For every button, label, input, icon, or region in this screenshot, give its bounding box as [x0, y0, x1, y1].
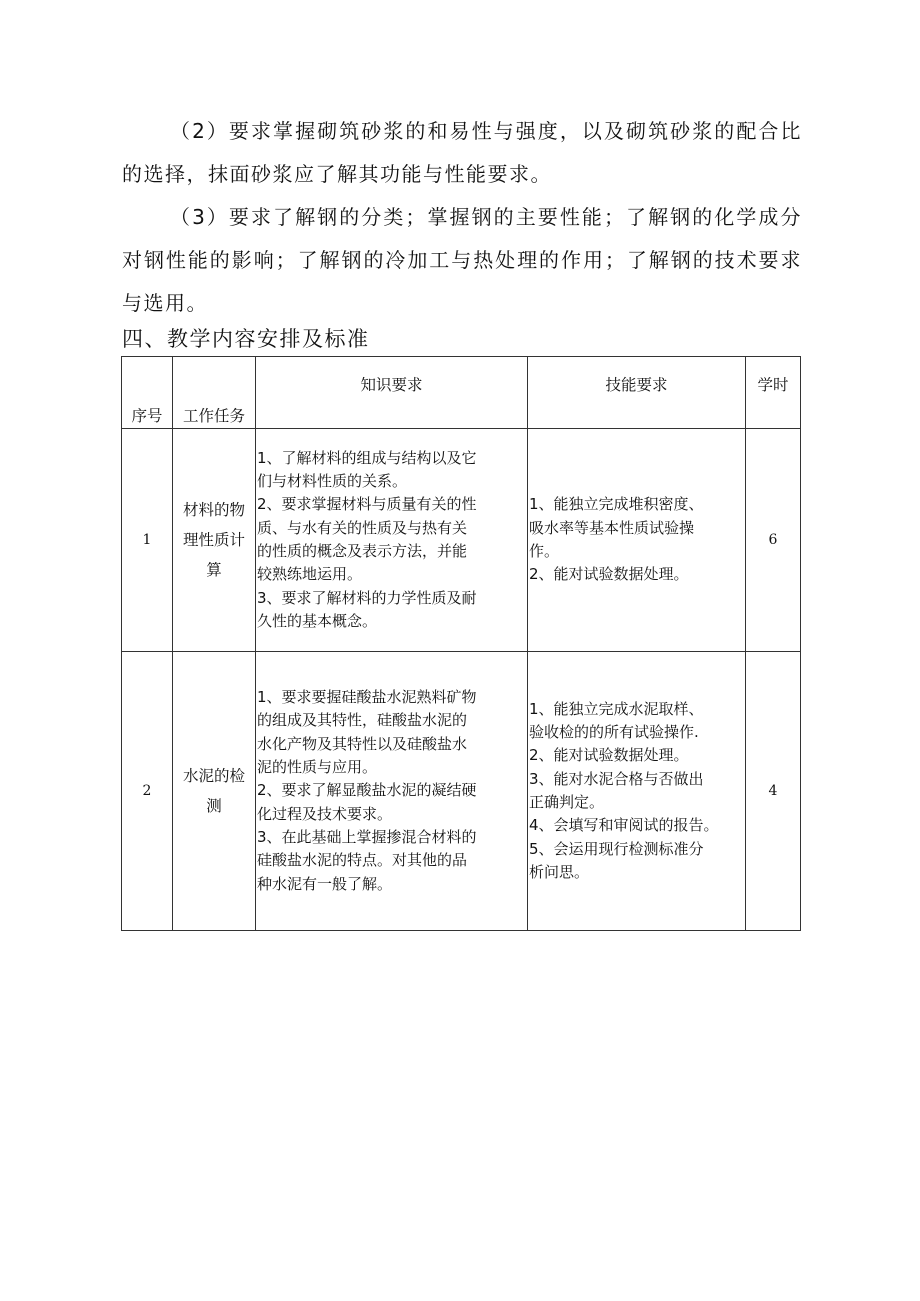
- knowledge-line: 们与材料性质的关系。: [257, 472, 408, 491]
- knowledge-line: 3、在此基础上掌握掺混合材料的: [257, 827, 477, 846]
- knowledge-line: 2、要求了解显酸盐水泥的凝结硬: [257, 781, 477, 800]
- table-row: [122, 429, 801, 652]
- curriculum-table: [121, 356, 801, 931]
- knowledge-line: 1、了解材料的组成与结构以及它: [257, 448, 477, 467]
- header-task: 工作任务: [173, 357, 256, 429]
- section-heading: 四、教学内容安排及标准: [122, 327, 370, 351]
- header-knowledge: 知识要求: [256, 357, 528, 429]
- header-skill: 技能要求: [528, 357, 746, 429]
- header-hours: 学时: [746, 357, 801, 429]
- row-hours: 4: [746, 652, 801, 931]
- knowledge-line: 久性的基本概念。: [257, 611, 378, 630]
- skill-line: 3、能对水泥合格与否做出: [529, 769, 704, 788]
- row-task: 水泥的检测: [173, 652, 256, 931]
- knowledge-line: 1、要求要握硅酸盐水泥熟料矿物: [257, 688, 477, 707]
- knowledge-line: 的性质的概念及表示方法，并能: [257, 542, 468, 560]
- knowledge-line: 较熟练地运用。: [257, 565, 363, 584]
- skill-line: 正确判定。: [529, 793, 605, 811]
- skill-line: 5、会运用现行检测标准分: [529, 839, 704, 858]
- table-row: [122, 652, 801, 931]
- skill-line: 作。: [529, 542, 560, 560]
- knowledge-line: 水化产物及其特性以及硅酸盐水: [257, 734, 468, 753]
- paragraph-steel-requirements: （3）要求了解钢的分类；掌握钢的主要性能；了解钢的化学成分对钢性能的影响；了解钢的冷加工与热处理的作用；了解钢的技术要求与选用。: [122, 205, 802, 315]
- knowledge-line: 硅酸盐水泥的特点。对其他的品: [257, 851, 468, 870]
- knowledge-line: 3、要求了解材料的力学性质及耐: [257, 588, 477, 607]
- row-seq: 1: [122, 429, 173, 652]
- skill-line: 2、能对试验数据处理。: [529, 746, 689, 765]
- knowledge-line: 质、与水有关的性质及与热有关: [257, 518, 468, 537]
- row-hours: 6: [746, 429, 801, 652]
- row-task: 材料的物理性质计算: [173, 429, 256, 652]
- skill-line: 1、能独立完成堆积密度、: [529, 495, 704, 514]
- knowledge-line: 化过程及技术要求。: [257, 804, 393, 823]
- knowledge-line: 2、要求掌握材料与质量有关的性: [257, 495, 477, 514]
- header-seq: 序号: [122, 357, 173, 429]
- row-knowledge: [256, 429, 528, 652]
- table-header-row: [122, 357, 801, 429]
- row-skill: [528, 652, 746, 931]
- row-knowledge: [256, 652, 528, 931]
- row-skill: [528, 429, 746, 652]
- skill-line: 4、会填写和审阅试的报告。: [529, 816, 719, 835]
- knowledge-line: 的组成及其特性，硅酸盐水泥的: [257, 711, 468, 730]
- skill-line: 吸水率等基本性质试验操: [529, 518, 695, 537]
- knowledge-line: 种水泥有一般了解。: [257, 874, 393, 893]
- skill-line: 验收检的的所有试验操作.: [529, 723, 699, 742]
- skill-line: 1、能独立完成水泥取样、: [529, 699, 704, 718]
- paragraph-mortar-requirements: （2）要求掌握砌筑砂浆的和易性与强度，以及砌筑砂浆的配合比的选择，抹面砂浆应了解其功能与性能要求。: [122, 119, 802, 186]
- skill-line: 析问思。: [529, 862, 590, 881]
- skill-line: 2、能对试验数据处理。: [529, 565, 689, 584]
- knowledge-line: 泥的性质与应用。: [257, 758, 378, 777]
- row-seq: 2: [122, 652, 173, 931]
